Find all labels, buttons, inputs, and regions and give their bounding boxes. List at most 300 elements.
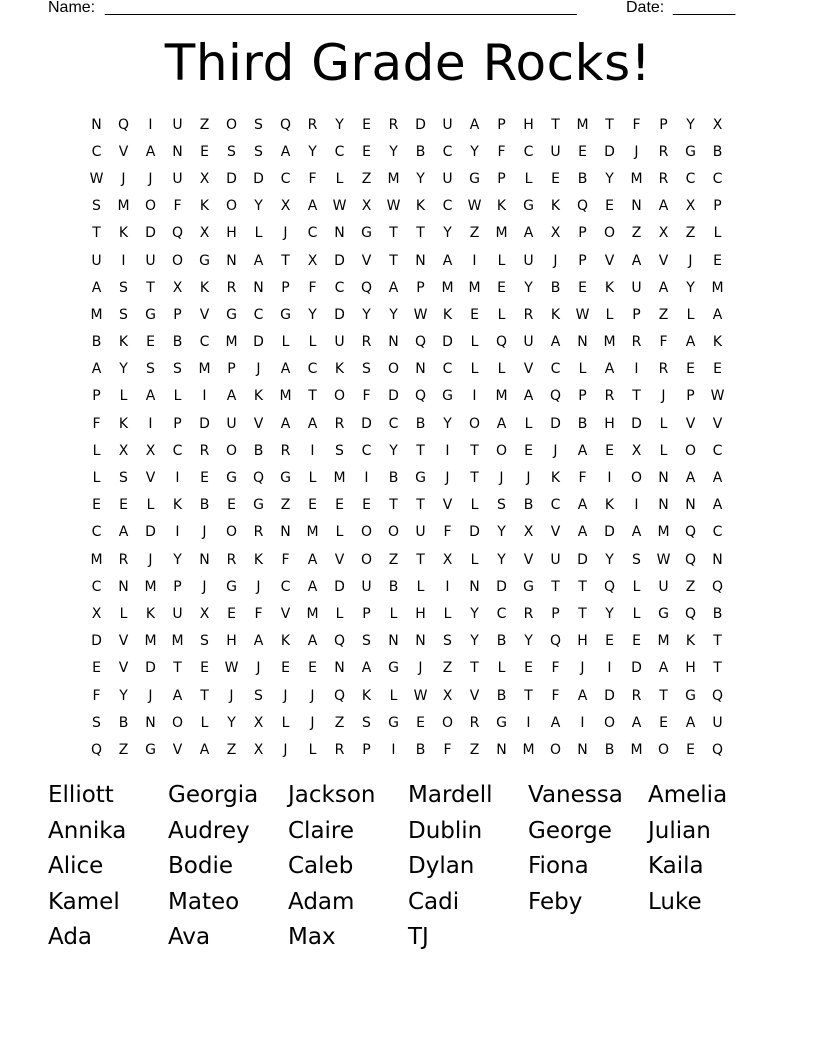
grid-letter: L [497,361,506,378]
grid-letter: H [523,116,534,133]
grid-letter: U [523,334,534,351]
grid-letter: R [334,415,345,432]
grid-letter: L [308,741,317,758]
word-list-item: Cadi [408,888,460,915]
grid-letter: L [92,470,101,487]
grid-letter: K [118,415,129,432]
grid-letter: T [524,687,533,704]
word-list-item: Audrey [168,817,250,844]
grid-letter: V [712,415,723,432]
grid-letter: A [604,361,615,378]
grid-letter: Y [308,143,317,160]
grid-letter: K [604,279,615,296]
grid-letter: I [472,252,477,269]
grid-letter: B [415,415,426,432]
grid-letter: W [386,198,401,215]
grid-letter: Y [416,170,425,187]
grid-letter: C [550,497,561,514]
grid-letter: V [523,551,534,568]
grid-letter: G [145,306,156,323]
grid-letter: W [224,660,239,677]
grid-letter: W [332,198,347,215]
grid-letter: M [495,388,508,405]
grid-letter: L [173,388,182,405]
grid-letter: Y [524,633,533,650]
grid-letter: Y [173,551,182,568]
grid-letter: Z [118,741,129,758]
grid-letter: I [634,497,639,514]
grid-letter: D [415,116,426,133]
word-list-item: Max [288,924,336,951]
grid-letter: E [470,306,479,323]
grid-letter: T [605,116,614,133]
grid-letter: L [281,714,290,731]
grid-letter: R [523,306,534,323]
grid-letter: F [173,198,182,215]
grid-letter: S [227,143,236,160]
grid-letter: O [225,442,238,459]
grid-letter: N [658,497,669,514]
grid-letter: I [175,470,180,487]
grid-letter: T [659,687,668,704]
grid-letter: T [173,660,182,677]
grid-letter: J [688,252,693,269]
grid-letter: E [200,470,209,487]
grid-letter: X [361,198,372,215]
grid-letter: Y [605,605,614,622]
grid-letter: Q [684,605,697,622]
grid-letter: D [145,524,156,541]
grid-letter: A [577,497,588,514]
grid-letter: A [550,714,561,731]
grid-letter: D [469,524,480,541]
grid-letter: F [308,279,317,296]
grid-letter: P [416,279,425,296]
grid-letter: E [686,361,695,378]
grid-letter: P [362,605,371,622]
grid-letter: A [307,551,318,568]
grid-letter: P [632,306,641,323]
grid-letter: T [713,660,722,677]
grid-letter: F [443,524,452,541]
grid-letter: L [470,361,479,378]
grid-letter: D [604,143,615,160]
grid-letter: T [200,687,209,704]
grid-letter: P [497,170,506,187]
grid-letter: O [468,415,481,432]
grid-letter: L [335,605,344,622]
grid-letter: H [604,415,615,432]
grid-letter: I [175,524,180,541]
date-field: _______ [673,0,736,16]
grid-letter: E [227,497,236,514]
grid-letter: M [468,279,481,296]
grid-letter: L [632,578,641,595]
grid-letter: W [413,306,428,323]
grid-letter: D [334,578,345,595]
grid-letter: N [658,470,669,487]
grid-letter: K [145,605,156,622]
grid-letter: P [659,116,668,133]
grid-letter: L [254,225,263,242]
grid-letter: T [578,605,587,622]
grid-letter: Z [685,225,696,242]
grid-letter: C [280,170,291,187]
grid-letter: F [362,388,371,405]
grid-letter: P [713,198,722,215]
grid-letter: G [280,470,291,487]
grid-letter: J [553,252,558,269]
grid-letter: C [712,524,723,541]
grid-letter: G [442,388,453,405]
grid-letter: L [335,170,344,187]
grid-letter: L [92,442,101,459]
grid-letter: B [118,714,129,731]
grid-letter: D [91,633,102,650]
grid-letter: S [497,497,506,514]
grid-letter: L [200,714,209,731]
grid-letter: Y [605,551,614,568]
grid-letter: U [334,334,345,351]
grid-letter: S [119,306,128,323]
grid-letter: I [364,470,369,487]
grid-letter: B [550,279,561,296]
grid-letter: R [334,741,345,758]
grid-letter: R [307,116,318,133]
grid-letter: Y [470,633,479,650]
grid-letter: S [119,470,128,487]
grid-letter: L [470,334,479,351]
grid-letter: Z [469,741,480,758]
grid-letter: Y [470,143,479,160]
grid-letter: C [550,361,561,378]
grid-letter: B [604,741,615,758]
grid-letter: X [172,279,183,296]
grid-letter: N [334,660,345,677]
grid-letter: G [415,470,426,487]
grid-letter: C [307,361,318,378]
grid-letter: K [172,497,183,514]
grid-letter: T [416,225,425,242]
grid-letter: J [202,524,207,541]
grid-letter: E [713,361,722,378]
grid-letter: R [658,361,669,378]
grid-letter: A [307,415,318,432]
grid-letter: P [173,306,182,323]
word-list-item: Feby [528,888,583,915]
grid-letter: U [226,415,237,432]
grid-letter: G [145,741,156,758]
grid-letter: T [470,660,479,677]
grid-letter: P [227,361,236,378]
grid-letter: L [524,415,533,432]
grid-letter: N [199,551,210,568]
grid-letter: J [526,470,531,487]
grid-letter: Y [335,116,344,133]
grid-letter: X [442,687,453,704]
grid-letter: Q [117,116,130,133]
grid-letter: J [310,714,315,731]
grid-letter: T [416,551,425,568]
grid-letter: R [604,388,615,405]
grid-letter: B [523,497,534,514]
grid-letter: A [631,524,642,541]
grid-letter: A [388,279,399,296]
grid-letter: J [121,170,126,187]
grid-letter: B [199,497,210,514]
grid-letter: L [335,524,344,541]
grid-letter: S [335,442,344,459]
grid-letter: N [280,524,291,541]
grid-letter: Y [389,143,398,160]
grid-letter: I [121,252,126,269]
grid-letter: X [145,442,156,459]
grid-letter: M [630,741,643,758]
grid-letter: B [577,170,588,187]
grid-letter: X [280,198,291,215]
word-list-item: Ava [168,924,211,951]
grid-letter: F [551,687,560,704]
grid-letter: E [200,143,209,160]
grid-letter: J [499,470,504,487]
grid-letter: R [118,551,129,568]
grid-letter: S [92,714,101,731]
grid-letter: O [387,361,400,378]
grid-letter: T [281,252,290,269]
grid-letter: A [118,524,129,541]
grid-letter: C [91,143,102,160]
grid-letter: M [144,578,157,595]
grid-letter: N [415,252,426,269]
grid-letter: E [659,714,668,731]
grid-letter: Z [469,225,480,242]
grid-letter: O [495,442,508,459]
grid-letter: G [685,143,696,160]
grid-letter: V [280,605,291,622]
grid-letter: Q [360,279,373,296]
grid-letter: F [281,551,290,568]
grid-letter: P [173,415,182,432]
grid-letter: J [283,225,288,242]
grid-letter: T [389,252,398,269]
grid-letter: B [388,578,399,595]
grid-letter: M [657,524,670,541]
grid-letter: P [92,388,101,405]
grid-letter: A [280,415,291,432]
grid-letter: A [577,524,588,541]
grid-letter: I [202,388,207,405]
grid-letter: D [496,578,507,595]
grid-letter: N [334,225,345,242]
grid-letter: M [603,334,616,351]
grid-letter: Y [308,306,317,323]
grid-letter: Y [119,361,128,378]
grid-letter: L [389,605,398,622]
grid-letter: J [661,388,666,405]
grid-letter: F [308,170,317,187]
grid-letter: A [496,415,507,432]
grid-letter: K [712,334,723,351]
grid-letter: E [605,442,614,459]
grid-letter: P [578,225,587,242]
grid-letter: C [523,143,534,160]
grid-letter: Y [497,551,506,568]
grid-letter: K [442,306,453,323]
grid-letter: A [523,388,534,405]
grid-letter: A [226,388,237,405]
grid-letter: D [577,551,588,568]
grid-letter: O [171,714,184,731]
grid-letter: I [148,415,153,432]
grid-letter: T [416,497,425,514]
grid-letter: S [362,714,371,731]
grid-letter: N [577,741,588,758]
grid-letter: J [256,361,261,378]
grid-letter: B [712,605,723,622]
grid-letter: N [496,741,507,758]
grid-letter: E [524,660,533,677]
grid-letter: J [202,578,207,595]
grid-letter: P [578,388,587,405]
grid-letter: J [445,470,450,487]
grid-letter: F [578,470,587,487]
word-list-item: Georgia [168,782,259,808]
grid-letter: I [526,714,531,731]
grid-letter: A [361,660,372,677]
grid-letter: U [442,170,453,187]
grid-letter: I [472,388,477,405]
grid-letter: A [685,470,696,487]
grid-letter: H [685,660,696,677]
grid-letter: E [281,660,290,677]
grid-letter: Z [658,306,669,323]
grid-letter: E [713,252,722,269]
name-field: _____________________________________________________ [105,0,577,16]
grid-letter: I [148,116,153,133]
grid-letter: O [441,714,454,731]
grid-letter: W [467,198,482,215]
grid-letter: J [634,143,639,160]
grid-letter: I [580,714,585,731]
grid-letter: G [280,306,291,323]
grid-letter: Q [549,388,562,405]
grid-letter: A [577,687,588,704]
word-list-item: Kaila [648,853,704,880]
grid-letter: A [280,361,291,378]
grid-letter: P [362,741,371,758]
grid-letter: M [441,279,454,296]
grid-letter: E [578,143,587,160]
grid-letter: U [550,143,561,160]
grid-letter: Z [685,578,696,595]
grid-letter: Y [497,524,506,541]
grid-letter: K [550,306,561,323]
grid-letter: E [335,497,344,514]
grid-letter: E [227,605,236,622]
grid-letter: U [145,252,156,269]
grid-letter: T [416,442,425,459]
word-list-item: George [528,817,612,844]
grid-letter: M [711,279,724,296]
grid-letter: L [578,361,587,378]
grid-letter: H [415,605,426,622]
grid-letter: Q [333,687,346,704]
grid-letter: I [607,660,612,677]
grid-letter: A [91,361,102,378]
grid-letter: A [712,497,723,514]
grid-letter: N [577,334,588,351]
grid-letter: Q [576,198,589,215]
grid-letter: N [118,578,129,595]
grid-letter: L [308,470,317,487]
header-line [48,0,748,20]
grid-letter: I [445,578,450,595]
grid-letter: U [91,252,102,269]
grid-letter: M [90,306,103,323]
grid-letter: A [280,143,291,160]
grid-letter: F [92,687,101,704]
grid-letter: T [92,225,101,242]
word-list-item: Alice [48,853,104,880]
grid-letter: Y [686,279,695,296]
grid-letter: V [118,633,129,650]
grid-letter: J [256,578,261,595]
word-list-item: Adam [288,888,355,915]
grid-letter: R [280,442,291,459]
grid-letter: Q [333,633,346,650]
grid-letter: L [119,388,128,405]
grid-letter: O [225,116,238,133]
grid-letter: V [253,415,264,432]
grid-letter: J [148,170,153,187]
grid-letter: X [658,225,669,242]
word-list-item: Annika [48,817,127,844]
grid-letter: X [199,170,210,187]
grid-letter: G [523,198,534,215]
word-list-item: Jackson [288,782,376,808]
grid-letter: E [605,633,614,650]
grid-letter: B [496,687,507,704]
grid-letter: S [146,361,155,378]
grid-letter: O [333,388,346,405]
page-title: Third Grade Rocks! [164,34,652,92]
grid-letter: S [92,198,101,215]
grid-letter: S [200,633,209,650]
grid-letter: L [389,687,398,704]
grid-letter: L [686,306,695,323]
grid-letter: J [256,660,261,677]
grid-letter: Z [388,551,399,568]
grid-letter: N [415,633,426,650]
grid-letter: G [226,306,237,323]
grid-letter: D [199,415,210,432]
grid-letter: X [523,524,534,541]
grid-letter: B [172,334,183,351]
grid-letter: C [91,524,102,541]
grid-letter: B [388,470,399,487]
grid-letter: V [469,687,480,704]
grid-letter: U [550,551,561,568]
grid-letter: D [604,524,615,541]
grid-letter: Y [605,170,614,187]
grid-letter: E [308,660,317,677]
grid-letter: A [658,198,669,215]
grid-letter: C [388,415,399,432]
grid-letter: R [469,714,480,731]
word-list-item: Elliott [48,782,114,808]
grid-letter: R [658,170,669,187]
word-search-grid [83,111,731,764]
